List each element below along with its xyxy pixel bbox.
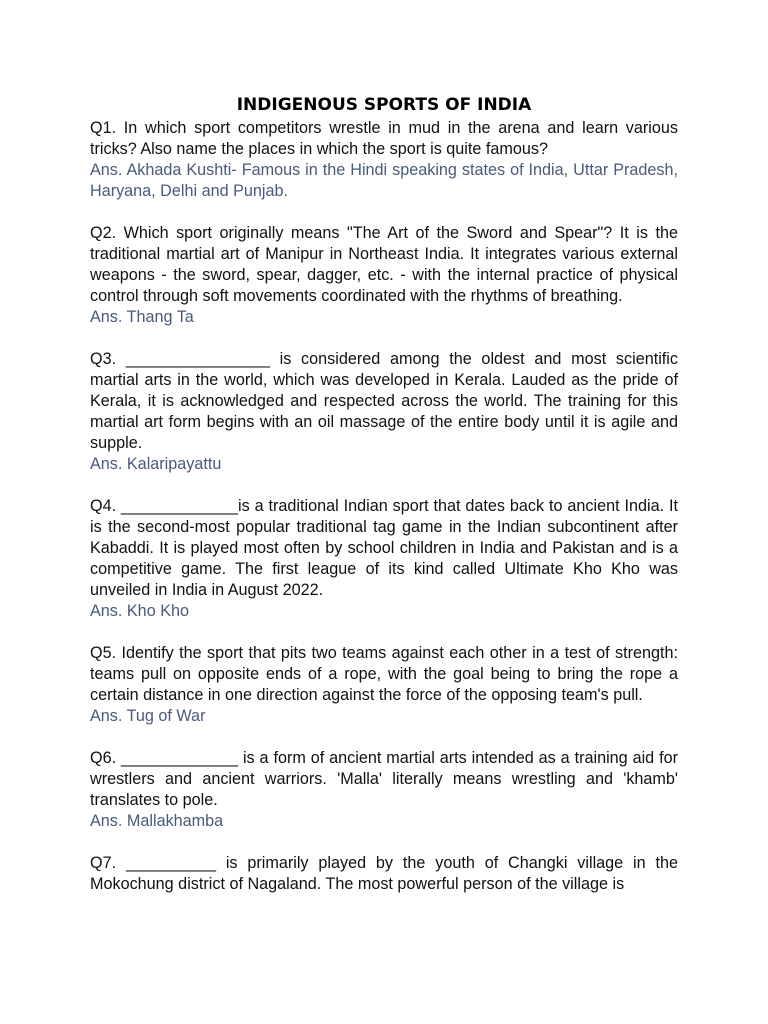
question-text: Q4. _____________is a traditional Indian sport that dates back to ancient India. It is the second-most popular traditional tag game in the Indian subcontinent after Kabaddi. It is played most often by school children in India and Pakistan and is a competitive game. The first league of its kind called Ultimate Kho Kho was unveiled in India in August 2022. [90, 497, 678, 599]
question-text: Q5. Identify the sport that pits two teams against each other in a test of strength: teams pull on opposite ends of a rope, with the goal being to bring the rope a certain distance in one direction against the force of the opposing team's pull. [90, 644, 678, 704]
qa-item-5 [90, 643, 678, 727]
qa-item-7 [90, 853, 678, 895]
answer-text: Ans. Tug of War [90, 707, 206, 725]
answer-text: Ans. Kho Kho [90, 602, 189, 620]
answer-text: Ans. Mallakhamba [90, 812, 224, 830]
qa-item-6 [90, 748, 678, 832]
qa-item-1 [90, 118, 678, 202]
qa-item-4 [90, 496, 678, 622]
qa-item-2 [90, 223, 678, 328]
question-text: Q1. In which sport competitors wrestle in mud in the arena and learn various tricks? Also name the places in which the sport is quite famous? [90, 119, 678, 158]
answer-text: Ans. Kalaripayattu [90, 455, 222, 473]
document-page [90, 94, 678, 916]
question-text: Q7. __________ is primarily played by the youth of Changki village in the Mokochung district of Nagaland. The most powerful person of the village is [90, 854, 678, 893]
question-text: Q6. _____________ is a form of ancient martial arts intended as a training aid for wrestlers and ancient warriors. 'Malla' literally means wrestling and 'khamb' translates to pole. [90, 749, 678, 809]
document-title: INDIGENOUS SPORTS OF INDIA [236, 95, 532, 115]
answer-text: Ans. Thang Ta [90, 308, 194, 326]
question-text: Q2. Which sport originally means "The Art of the Sword and Spear"? It is the traditional martial art of Manipur in Northeast India. It integrates various external weapons - the sword, spear, dagger, etc. - with the internal practice of physical control through soft movements coordinated with the rhythms of breathing. [90, 224, 678, 305]
qa-item-3 [90, 349, 678, 475]
question-text: Q3. ________________ is considered among the oldest and most scientific martial arts in the world, which was developed in Kerala. Lauded as the pride of Kerala, it is acknowledged and respected across the world. The training for this martial art form begins with an oil massage of the entire body until it is agile and supple. [90, 350, 678, 452]
answer-text: Ans. Akhada Kushti- Famous in the Hindi speaking states of India, Uttar Pradesh, Haryana, Delhi and Punjab. [90, 161, 678, 200]
